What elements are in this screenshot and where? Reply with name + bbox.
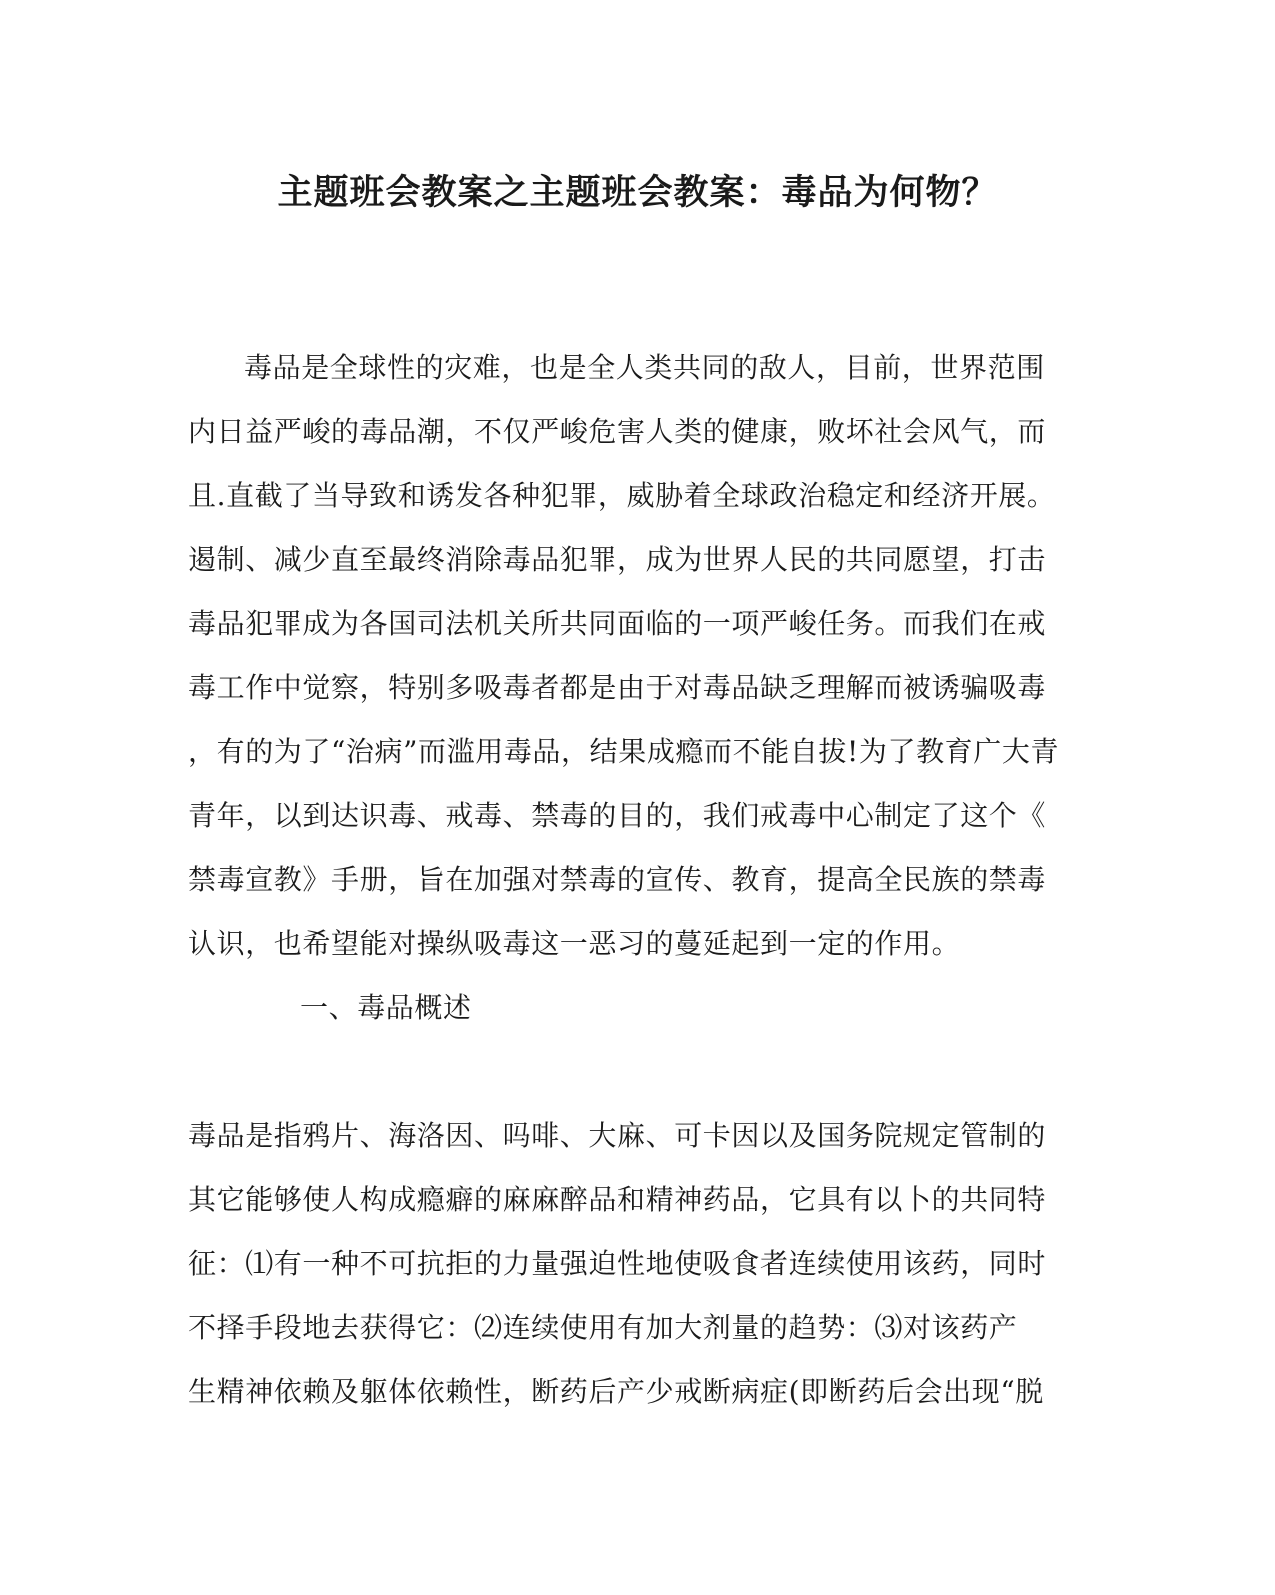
intro-line-1: 毒品是全球性的灾难，也是全人类共同的敌人，目前，世界范围 — [244, 351, 1045, 384]
intro-line-6: 毒工作中觉察，特别多吸毒者都是由于对毒品缺乏理解而被诱骗吸毒 — [188, 671, 1047, 704]
page-title: 主题班会教案之主题班会教案：毒品为何物？ — [277, 172, 998, 213]
section-line-5: 生精神依赖及躯体依赖性，断药后产少戒断病症(即断药后会出现“脱 — [188, 1375, 1044, 1408]
section-line-3: 征：⑴有一种不可抗拒的力量强迫性地使吸食者连续使用该药，同时 — [188, 1247, 1047, 1280]
intro-line-8: 青年，以到达识毒、戒毒、禁毒的目的，我们戒毒中心制定了这个《 — [188, 799, 1047, 832]
intro-line-3: 且.直截了当导致和诱发各种犯罪，威胁着全球政治稳定和经济开展。 — [188, 479, 1056, 512]
intro-line-7: ，有的为了“治病”而滥用毒品，结果成瘾而不能自拔!为了教育广大青 — [188, 735, 1060, 768]
section-line-4: 不择手段地去获得它：⑵连续使用有加大剂量的趋势：⑶对该药产 — [188, 1311, 1018, 1344]
intro-line-2: 内日益严峻的毒品潮，不仅严峻危害人类的健康，败坏社会风气，而 — [188, 415, 1047, 448]
intro-line-4: 遏制、减少直至最终消除毒品犯罪，成为世界人民的共同愿望，打击 — [188, 543, 1047, 576]
section-heading: 一、毒品概述 — [300, 991, 472, 1024]
intro-line-9: 禁毒宣教》手册，旨在加强对禁毒的宣传、教育，提高全民族的禁毒 — [188, 863, 1047, 896]
intro-line-5: 毒品犯罪成为各国司法机关所共同面临的一项严峻任务。而我们在戒 — [188, 607, 1047, 640]
section-line-2: 其它能够使人构成瘾癖的麻麻醉品和精神药品，它具有以卜的共同特 — [188, 1183, 1047, 1216]
intro-line-10: 认识，也希望能对操纵吸毒这一恶习的蔓延起到一定的作用。 — [188, 927, 961, 960]
section-line-1: 毒品是指鸦片、海洛因、吗啡、大麻、可卡因以及国务院规定管制的 — [188, 1119, 1047, 1152]
